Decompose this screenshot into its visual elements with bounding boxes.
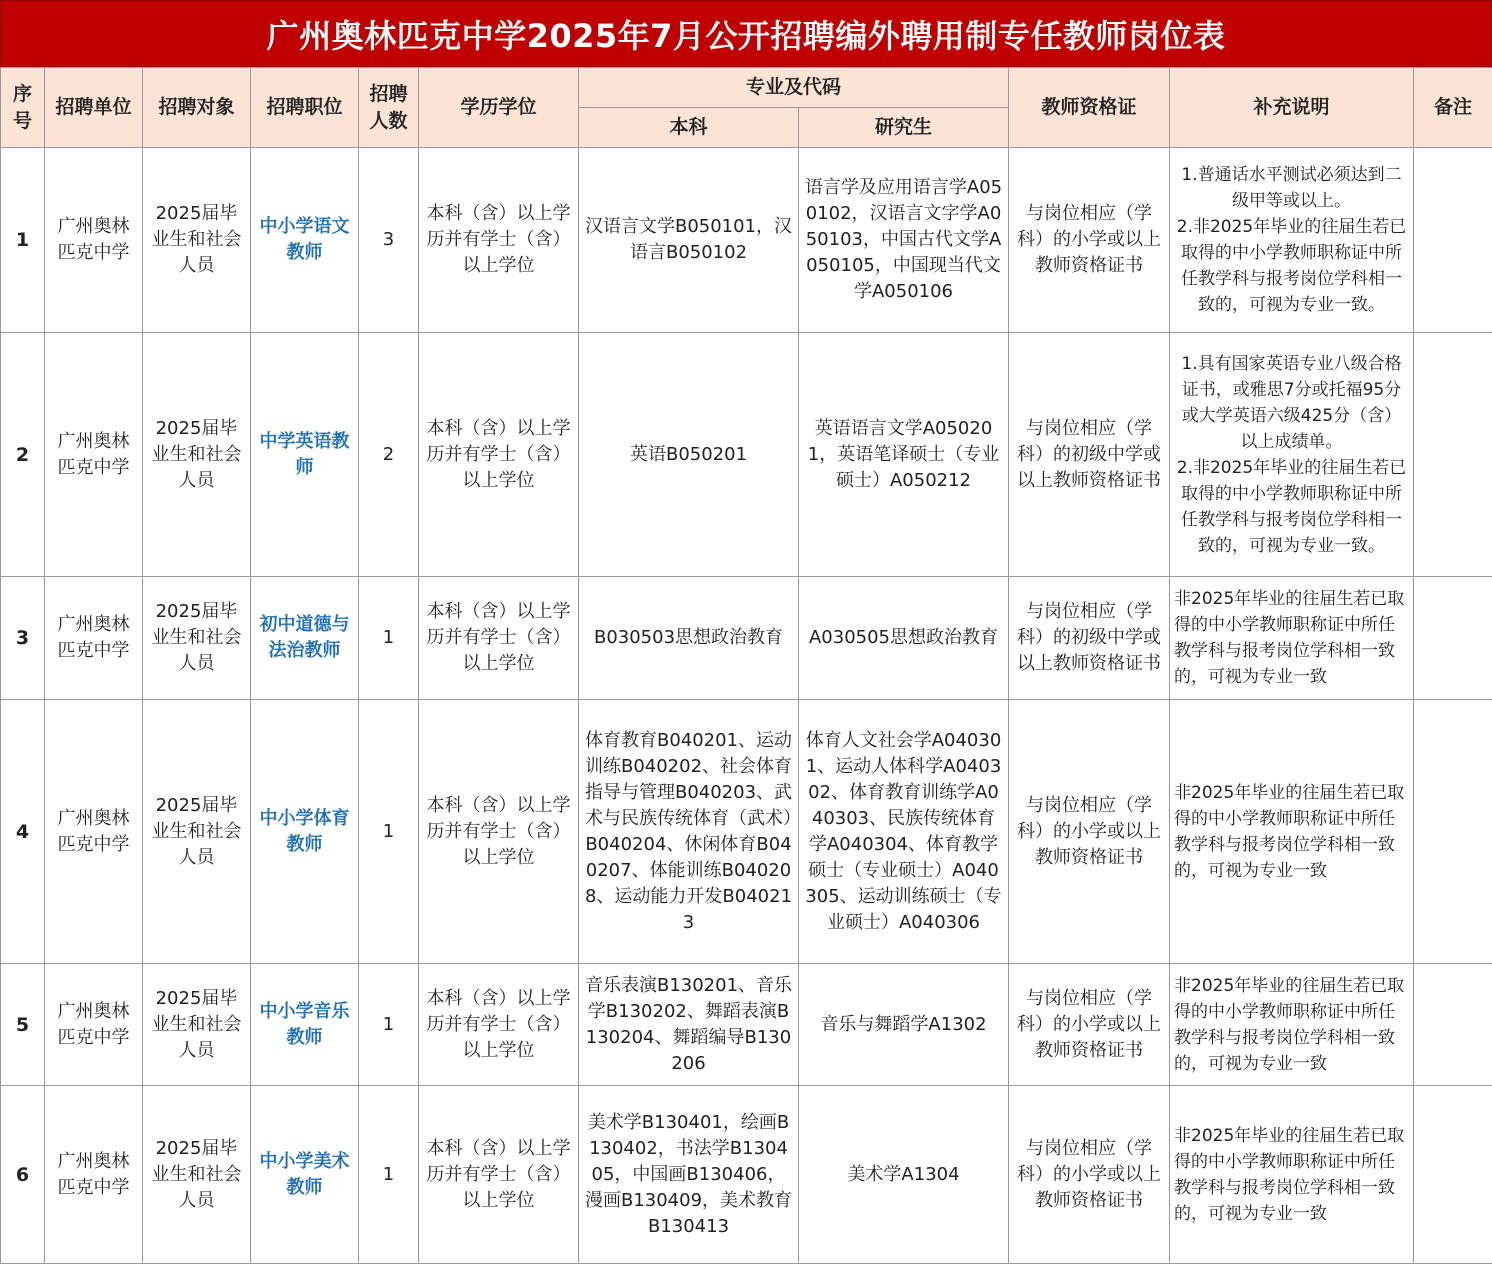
row-position: 中小学音乐教师: [251, 964, 359, 1086]
supplement-line: 非2025年毕业的往届生若已取得的中小学教师职称证中所任教学科与报考岗位学科相一致的，可视为专业一致: [1174, 1125, 1405, 1224]
row-undergrad: 美术学B130401，绘画B130402，书法学B130405，中国画B130406，漫画B130409，美术教育B130413: [579, 1086, 799, 1264]
row-graduate: 英语语言文学A050201，英语笔译硕士（专业硕士）A050212: [799, 333, 1009, 577]
row-count: 1: [359, 1086, 419, 1264]
row-supplement: [1170, 148, 1414, 333]
row-education: 本科（含）以上学历并有学士（含）以上学位: [419, 148, 579, 333]
header-target: 招聘对象: [143, 68, 251, 148]
row-graduate: 语言学及应用语言学A050102，汉语言文字学A050103，中国古代文学A050105，中国现当代文学A050106: [799, 148, 1009, 333]
supplement-line: 2.非2025年毕业的往届生若已取得的中小学教师职称证中所任教学科与报考岗位学科相一致的，可视为专业一致。: [1176, 217, 1407, 315]
supplement-line: 2.非2025年毕业的往届生若已取得的中小学教师职称证中所任教学科与报考岗位学科相一致的，可视为专业一致。: [1176, 457, 1407, 556]
table-row: [1, 964, 1492, 1086]
row-count: 1: [359, 577, 419, 700]
header-remarks: 备注: [1414, 68, 1492, 148]
row-target: 2025届毕业生和社会人员: [143, 700, 251, 964]
row-position: 中小学体育教师: [251, 700, 359, 964]
row-seq: 3: [1, 577, 45, 700]
header-undergrad: 本科: [579, 108, 799, 148]
row-supplement: [1170, 700, 1414, 964]
row-undergrad: 英语B050201: [579, 333, 799, 577]
row-target: 2025届毕业生和社会人员: [143, 1086, 251, 1264]
row-education: 本科（含）以上学历并有学士（含）以上学位: [419, 577, 579, 700]
row-position: 中小学美术教师: [251, 1086, 359, 1264]
row-undergrad: B030503思想政治教育: [579, 577, 799, 700]
row-graduate: 体育人文社会学A040301、运动人体科学A040302、体育教育训练学A040303、民族传统体育学A040304、体育教学硕士（专业硕士）A040305、运动训练硕士（专业硕士）A040306: [799, 700, 1009, 964]
table-row: [1, 1086, 1492, 1264]
row-education: 本科（含）以上学历并有学士（含）以上学位: [419, 333, 579, 577]
header-supplement: 补充说明: [1170, 68, 1414, 148]
row-remarks: [1414, 333, 1492, 577]
row-certificate: 与岗位相应（学科）的小学或以上教师资格证书: [1009, 700, 1170, 964]
row-certificate: 与岗位相应（学科）的初级中学或以上教师资格证书: [1009, 577, 1170, 700]
row-unit: 广州奥林匹克中学: [45, 333, 143, 577]
row-certificate: 与岗位相应（学科）的小学或以上教师资格证书: [1009, 1086, 1170, 1264]
row-target: 2025届毕业生和社会人员: [143, 577, 251, 700]
row-graduate: 音乐与舞蹈学A1302: [799, 964, 1009, 1086]
row-unit: 广州奥林匹克中学: [45, 577, 143, 700]
row-seq: 6: [1, 1086, 45, 1264]
table-row: [1, 148, 1492, 333]
row-supplement: [1170, 333, 1414, 577]
row-supplement: [1170, 577, 1414, 700]
row-target: 2025届毕业生和社会人员: [143, 148, 251, 333]
table-row: [1, 333, 1492, 577]
supplement-line: 1.普通话水平测试必须达到二级甲等或以上。: [1181, 165, 1402, 211]
row-remarks: [1414, 148, 1492, 333]
header-certificate: 教师资格证: [1009, 68, 1170, 148]
row-seq: 4: [1, 700, 45, 964]
row-target: 2025届毕业生和社会人员: [143, 333, 251, 577]
row-undergrad: 汉语言文学B050101，汉语言B050102: [579, 148, 799, 333]
row-remarks: [1414, 577, 1492, 700]
row-certificate: 与岗位相应（学科）的小学或以上教师资格证书: [1009, 964, 1170, 1086]
row-undergrad: 体育教育B040201、运动训练B040202、社会体育指导与管理B040203、武术与民族传统体育（武术）B040204、休闲体育B040207、体能训练B040208、运动能力开发B040213: [579, 700, 799, 964]
row-count: 1: [359, 700, 419, 964]
row-seq: 5: [1, 964, 45, 1086]
row-count: 1: [359, 964, 419, 1086]
row-remarks: [1414, 700, 1492, 964]
row-seq: 1: [1, 148, 45, 333]
row-remarks: [1414, 964, 1492, 1086]
row-education: 本科（含）以上学历并有学士（含）以上学位: [419, 700, 579, 964]
header-graduate: 研究生: [799, 108, 1009, 148]
header-major-group: 专业及代码: [579, 68, 1009, 108]
row-graduate: 美术学A1304: [799, 1086, 1009, 1264]
positions-table: [0, 67, 1492, 1264]
row-undergrad: 音乐表演B130201、音乐学B130202、舞蹈表演B130204、舞蹈编导B130206: [579, 964, 799, 1086]
row-count: 3: [359, 148, 419, 333]
supplement-line: 非2025年毕业的往届生若已取得的中小学教师职称证中所任教学科与报考岗位学科相一致的，可视为专业一致: [1174, 589, 1405, 687]
row-education: 本科（含）以上学历并有学士（含）以上学位: [419, 964, 579, 1086]
row-position: 中小学语文教师: [251, 148, 359, 333]
row-unit: 广州奥林匹克中学: [45, 700, 143, 964]
row-target: 2025届毕业生和社会人员: [143, 964, 251, 1086]
sheet-title: 广州奥林匹克中学2025年7月公开招聘编外聘用制专任教师岗位表: [0, 0, 1492, 67]
header-education: 学历学位: [419, 68, 579, 148]
header-seq: 序号: [1, 68, 45, 148]
supplement-line: 1.具有国家英语专业八级合格证书，或雅思7分或托福95分或大学英语六级425分（含）以上成绩单。: [1181, 353, 1402, 452]
table-row: [1, 700, 1492, 964]
header-unit: 招聘单位: [45, 68, 143, 148]
row-certificate: 与岗位相应（学科）的初级中学或以上教师资格证书: [1009, 333, 1170, 577]
row-position: 初中道德与法治教师: [251, 577, 359, 700]
row-supplement: [1170, 964, 1414, 1086]
header-position: 招聘职位: [251, 68, 359, 148]
row-position: 中学英语教师: [251, 333, 359, 577]
row-remarks: [1414, 1086, 1492, 1264]
header-count: 招聘人数: [359, 68, 419, 148]
row-unit: 广州奥林匹克中学: [45, 1086, 143, 1264]
row-count: 2: [359, 333, 419, 577]
row-unit: 广州奥林匹克中学: [45, 964, 143, 1086]
row-supplement: [1170, 1086, 1414, 1264]
row-unit: 广州奥林匹克中学: [45, 148, 143, 333]
row-seq: 2: [1, 333, 45, 577]
table-row: [1, 577, 1492, 700]
row-education: 本科（含）以上学历并有学士（含）以上学位: [419, 1086, 579, 1264]
row-certificate: 与岗位相应（学科）的小学或以上教师资格证书: [1009, 148, 1170, 333]
supplement-line: 非2025年毕业的往届生若已取得的中小学教师职称证中所任教学科与报考岗位学科相一致的，可视为专业一致: [1174, 975, 1405, 1074]
supplement-line: 非2025年毕业的往届生若已取得的中小学教师职称证中所任教学科与报考岗位学科相一致的，可视为专业一致: [1174, 782, 1405, 881]
row-graduate: A030505思想政治教育: [799, 577, 1009, 700]
